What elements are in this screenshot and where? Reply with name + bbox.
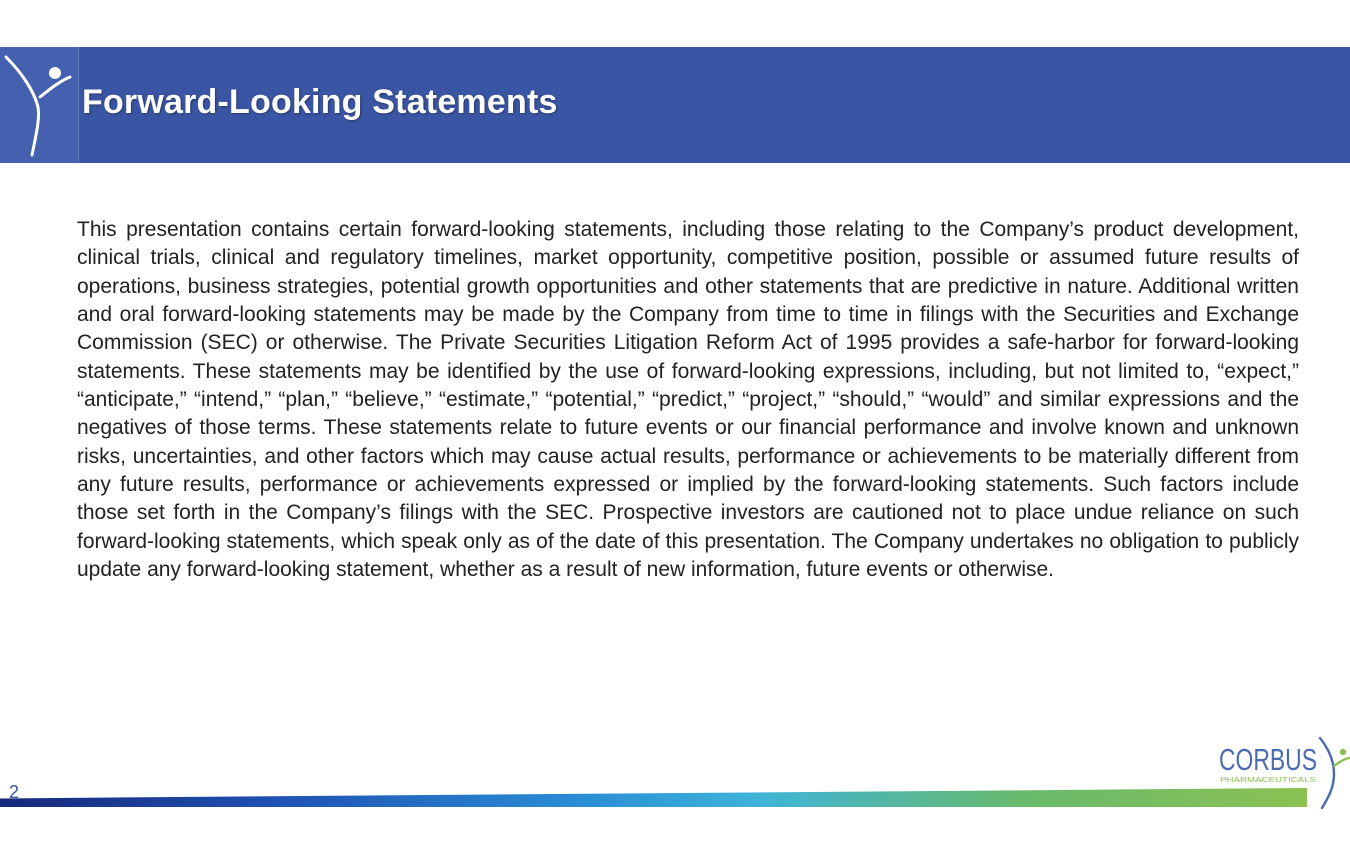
logo-wordmark: CORBUS bbox=[1219, 742, 1317, 777]
header-band bbox=[0, 47, 1350, 163]
corbus-logo bbox=[1208, 734, 1350, 810]
logo-figure-icon bbox=[1320, 738, 1349, 808]
disclaimer-paragraph: This presentation contains certain forward-looking statements, including those relating to the Company’s product development, clinical trials, clinical and regulatory timelines, market opportunity, competitive position, possible or assumed future results of operations, business strategies, potential growth opportunities and other statements that are predictive in nature. Additional written and oral forward-looking statements may be made by the Company from time to time in filings with the Securities and Exchange Commission (SEC) or otherwise. The Private Securities Litigation Reform Act of 1995 provides a safe-harbor for forward-looking statements. These statements may be identified by the use of forward-looking expressions, including, but not limited to, “expect,” “anticipate,” “intend,” “plan,” “believe,” “estimate,” “potential,” “predict,” “project,” “should,” “would” and similar expressions and the negatives of those terms. These statements relate to future events or our financial performance and involve known and unknown risks, uncertainties, and other factors which may cause actual results, performance or achievements to be materially different from any future results, performance or achievements expressed or implied by the forward-looking statements. Such factors include those set forth in the Company’s filings with the SEC. Prospective investors are cautioned not to place undue reliance on such forward-looking statements, which speak only as of the date of this presentation. The Company undertakes no obligation to publicly update any forward-looking statement, whether as a result of new information, future events or otherwise. bbox=[77, 218, 1299, 582]
slide-title: Forward-Looking Statements bbox=[82, 83, 558, 121]
header-figure-logo bbox=[0, 47, 79, 163]
logo-tagline: PHARMACEUTICALS bbox=[1220, 775, 1316, 784]
footer-gradient-bar bbox=[0, 788, 1307, 807]
figure-icon bbox=[0, 47, 78, 163]
page-number: 2 bbox=[9, 782, 20, 802]
